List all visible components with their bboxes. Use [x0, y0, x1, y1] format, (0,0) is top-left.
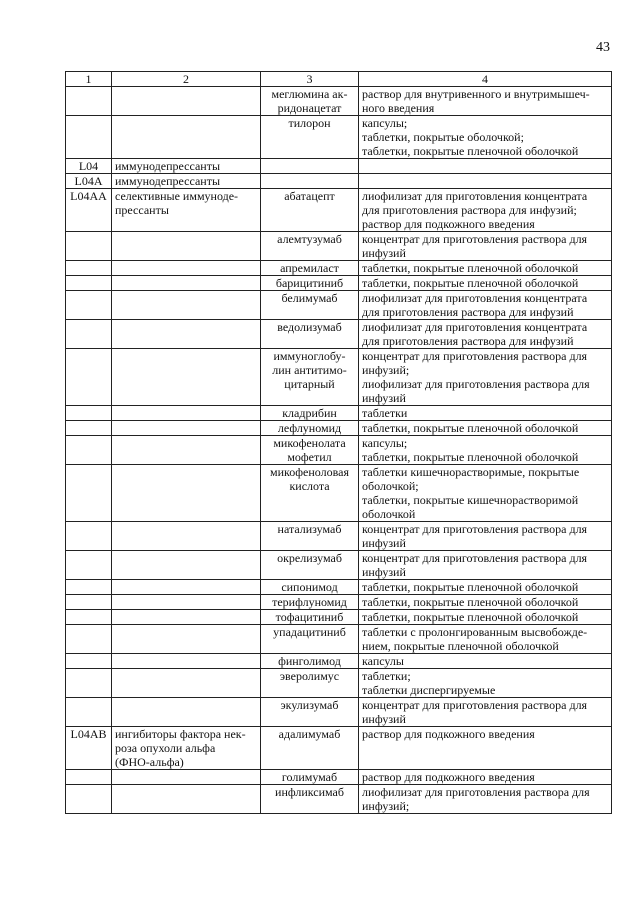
atc-group-cell: ингибиторы фактора нек- роза опухоли альфа (ФНО-альфа): [112, 727, 261, 770]
atc-group-cell: [112, 116, 261, 159]
table-row: [66, 189, 612, 232]
atc-code-cell: [66, 654, 112, 669]
table-row: [66, 654, 612, 669]
drug-name-cell: адалимумаб: [261, 727, 359, 770]
atc-code-cell: [66, 551, 112, 580]
dosage-forms-cell: раствор для подкожного введения: [359, 770, 612, 785]
atc-code-cell: [66, 625, 112, 654]
table-row: [66, 174, 612, 189]
table-row: [66, 232, 612, 261]
drug-name-cell: упадацитиниб: [261, 625, 359, 654]
drug-name-cell: [261, 174, 359, 189]
drug-name-cell: меглюмина ак- ридонацетат: [261, 87, 359, 116]
atc-group-cell: [112, 580, 261, 595]
atc-group-cell: [112, 698, 261, 727]
drug-name-cell: финголимод: [261, 654, 359, 669]
drug-name-cell: окрелизумаб: [261, 551, 359, 580]
atc-group-cell: [112, 291, 261, 320]
dosage-forms-cell: таблетки, покрытые пленочной оболочкой: [359, 421, 612, 436]
drug-name-cell: кладрибин: [261, 406, 359, 421]
dosage-forms-cell: раствор для внутривенного и внутримышеч- ного введения: [359, 87, 612, 116]
dosage-forms-cell: концентрат для приготовления раствора для инфузий: [359, 698, 612, 727]
drug-name-cell: алемтузумаб: [261, 232, 359, 261]
atc-code-cell: [66, 349, 112, 406]
table-row: [66, 276, 612, 291]
dosage-forms-cell: лиофилизат для приготовления раствора для инфузий;: [359, 785, 612, 814]
table-row: [66, 551, 612, 580]
table-row: [66, 610, 612, 625]
atc-code-cell: L04A: [66, 174, 112, 189]
dosage-forms-cell: капсулы: [359, 654, 612, 669]
dosage-forms-cell: [359, 159, 612, 174]
atc-group-cell: [112, 770, 261, 785]
atc-group-cell: [112, 595, 261, 610]
dosage-forms-cell: таблетки, покрытые пленочной оболочкой: [359, 580, 612, 595]
dosage-forms-cell: раствор для подкожного введения: [359, 727, 612, 770]
table-row: [66, 669, 612, 698]
table-row: [66, 595, 612, 610]
atc-code-cell: [66, 261, 112, 276]
atc-group-cell: селективные иммуноде- прессанты: [112, 189, 261, 232]
atc-group-cell: [112, 610, 261, 625]
table-row: [66, 116, 612, 159]
drug-name-cell: тофацитиниб: [261, 610, 359, 625]
atc-group-cell: иммунодепрессанты: [112, 159, 261, 174]
atc-code-cell: [66, 610, 112, 625]
dosage-forms-cell: таблетки: [359, 406, 612, 421]
dosage-forms-cell: капсулы; таблетки, покрытые пленочной оболочкой: [359, 436, 612, 465]
column-header-2: 2: [112, 72, 261, 87]
dosage-forms-cell: лиофилизат для приготовления концентрата для приготовления раствора для инфузий; раствор для подкожного введения: [359, 189, 612, 232]
dosage-forms-cell: концентрат для приготовления раствора для инфузий: [359, 522, 612, 551]
dosage-forms-cell: таблетки, покрытые пленочной оболочкой: [359, 595, 612, 610]
drug-name-cell: сипонимод: [261, 580, 359, 595]
dosage-forms-cell: таблетки, покрытые пленочной оболочкой: [359, 261, 612, 276]
table-row: [66, 522, 612, 551]
atc-code-cell: [66, 232, 112, 261]
table-row: [66, 406, 612, 421]
drug-table: [65, 71, 612, 814]
column-header-1: 1: [66, 72, 112, 87]
atc-code-cell: [66, 669, 112, 698]
atc-group-cell: [112, 654, 261, 669]
page-number: 43: [596, 40, 610, 55]
table-row: [66, 465, 612, 522]
atc-group-cell: [112, 421, 261, 436]
atc-code-cell: [66, 436, 112, 465]
table-row: [66, 727, 612, 770]
atc-code-cell: L04AB: [66, 727, 112, 770]
dosage-forms-cell: лиофилизат для приготовления концентрата для приготовления раствора для инфузий: [359, 320, 612, 349]
table-row: [66, 436, 612, 465]
drug-name-cell: тилорон: [261, 116, 359, 159]
atc-group-cell: [112, 669, 261, 698]
drug-name-cell: барицитиниб: [261, 276, 359, 291]
table-row: [66, 770, 612, 785]
drug-name-cell: абатацепт: [261, 189, 359, 232]
atc-code-cell: [66, 116, 112, 159]
atc-code-cell: [66, 580, 112, 595]
atc-code-cell: [66, 87, 112, 116]
header-row: [66, 72, 612, 87]
drug-name-cell: ведолизумаб: [261, 320, 359, 349]
atc-code-cell: [66, 770, 112, 785]
dosage-forms-cell: таблетки; таблетки диспергируемые: [359, 669, 612, 698]
atc-group-cell: [112, 232, 261, 261]
atc-group-cell: [112, 276, 261, 291]
drug-name-cell: микофенолата мофетил: [261, 436, 359, 465]
dosage-forms-cell: таблетки, покрытые пленочной оболочкой: [359, 610, 612, 625]
atc-code-cell: [66, 595, 112, 610]
atc-code-cell: [66, 320, 112, 349]
dosage-forms-cell: таблетки, покрытые пленочной оболочкой: [359, 276, 612, 291]
atc-group-cell: [112, 261, 261, 276]
atc-group-cell: иммунодепрессанты: [112, 174, 261, 189]
atc-group-cell: [112, 625, 261, 654]
dosage-forms-cell: таблетки с пролонгированным высвобожде- нием, покрытые пленочной оболочкой: [359, 625, 612, 654]
table-row: [66, 349, 612, 406]
table-row: [66, 698, 612, 727]
dosage-forms-cell: концентрат для приготовления раствора для инфузий: [359, 551, 612, 580]
table-row: [66, 785, 612, 814]
atc-code-cell: [66, 698, 112, 727]
atc-code-cell: [66, 291, 112, 320]
table-row: [66, 320, 612, 349]
atc-group-cell: [112, 465, 261, 522]
drug-name-cell: иммуноглобу- лин антитимо- цитарный: [261, 349, 359, 406]
atc-group-cell: [112, 406, 261, 421]
drug-name-cell: белимумаб: [261, 291, 359, 320]
atc-code-cell: L04AA: [66, 189, 112, 232]
table-row: [66, 87, 612, 116]
table-row: [66, 421, 612, 436]
table-row: [66, 159, 612, 174]
drug-name-cell: инфликсимаб: [261, 785, 359, 814]
atc-code-cell: [66, 276, 112, 291]
table-row: [66, 580, 612, 595]
table-row: [66, 291, 612, 320]
table-row: [66, 625, 612, 654]
atc-code-cell: [66, 465, 112, 522]
drug-name-cell: лефлуномид: [261, 421, 359, 436]
table-body: [66, 87, 612, 814]
atc-group-cell: [112, 436, 261, 465]
dosage-forms-cell: таблетки кишечнорастворимые, покрытые оболочкой; таблетки, покрытые кишечнорастворимой оболочкой: [359, 465, 612, 522]
atc-code-cell: [66, 785, 112, 814]
column-header-3: 3: [261, 72, 359, 87]
drug-name-cell: микофеноловая кислота: [261, 465, 359, 522]
atc-group-cell: [112, 551, 261, 580]
drug-name-cell: [261, 159, 359, 174]
drug-name-cell: апремиласт: [261, 261, 359, 276]
dosage-forms-cell: концентрат для приготовления раствора для инфузий; лиофилизат для приготовления раствора для инфузий: [359, 349, 612, 406]
drug-name-cell: эверолимус: [261, 669, 359, 698]
atc-group-cell: [112, 785, 261, 814]
dosage-forms-cell: концентрат для приготовления раствора для инфузий: [359, 232, 612, 261]
atc-group-cell: [112, 87, 261, 116]
atc-code-cell: L04: [66, 159, 112, 174]
atc-code-cell: [66, 522, 112, 551]
drug-name-cell: экулизумаб: [261, 698, 359, 727]
atc-group-cell: [112, 349, 261, 406]
drug-name-cell: терифлуномид: [261, 595, 359, 610]
atc-group-cell: [112, 320, 261, 349]
dosage-forms-cell: лиофилизат для приготовления концентрата для приготовления раствора для инфузий: [359, 291, 612, 320]
drug-name-cell: натализумаб: [261, 522, 359, 551]
drug-name-cell: голимумаб: [261, 770, 359, 785]
table-row: [66, 261, 612, 276]
dosage-forms-cell: [359, 174, 612, 189]
atc-code-cell: [66, 406, 112, 421]
dosage-forms-cell: капсулы; таблетки, покрытые оболочкой; таблетки, покрытые пленочной оболочкой: [359, 116, 612, 159]
atc-code-cell: [66, 421, 112, 436]
atc-group-cell: [112, 522, 261, 551]
table-header: [66, 72, 612, 87]
column-header-4: 4: [359, 72, 612, 87]
